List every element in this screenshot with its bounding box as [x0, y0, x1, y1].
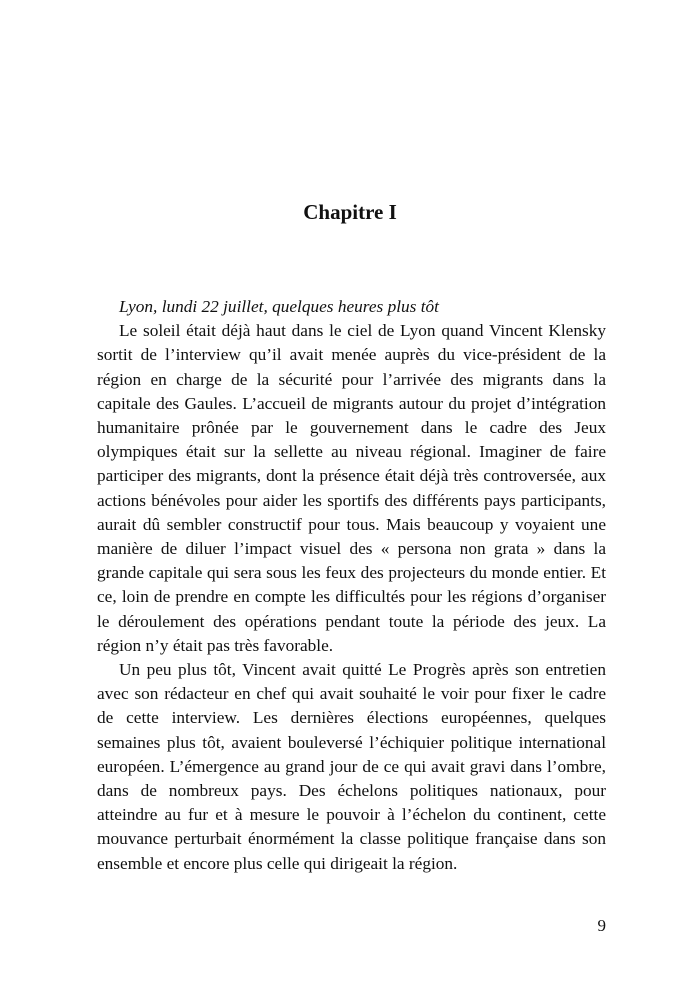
chapter-body: [97, 295, 606, 876]
paragraph-2: Un peu plus tôt, Vincent avait quitté Le Progrès après son entretien avec son rédacteur en chef qui avait souhaité le voir pour fixer le cadre de cette interview. Les dernières élections européennes, quelques semaines plus tôt, avaient bouleversé l’échiquier politique international européen. L’émergence au grand jour de ce qui avait gravi dans l’ombre, dans de nombreux pays. Des échelons politiques nationaux, pour atteindre au fur et à mesure le pouvoir à l’échelon du continent, cette mouvance perturbait énormément la classe politique française dans son ensemble et encore plus celle qui dirigeait la région.: [97, 660, 606, 873]
paragraph-1: Le soleil était déjà haut dans le ciel de Lyon quand Vincent Klensky sortit de l’interview qu’il avait menée auprès du vice-président de la région en charge de la sécurité pour l’arrivée des migrants dans la capitale des Gaules. L’accueil de migrants autour du projet d’intégration humanitaire prônée par le gouvernement dans le cadre des Jeux olympiques était sur la sellette au niveau régional. Imaginer de faire participer des migrants, dont la présence était déjà très controversée, aux actions bénévoles pour aider les sportifs des différents pays participants, aurait dû sembler constructif pour tous. Mais beaucoup y voyaient une manière de diluer l’impact visuel des « persona non grata » dans la grande capitale qui sera sous les feux des projecteurs du monde entier. Et ce, loin de prendre en compte les difficultés pour les régions d’organiser le déroulement des opérations pendant toute la période des jeux. La région n’y était pas très favorable.: [97, 321, 606, 655]
scene-subheading: Lyon, lundi 22 juillet, quelques heures plus tôt: [119, 297, 439, 316]
page-number: 9: [597, 916, 606, 935]
chapter-title: Chapitre I: [303, 200, 397, 224]
